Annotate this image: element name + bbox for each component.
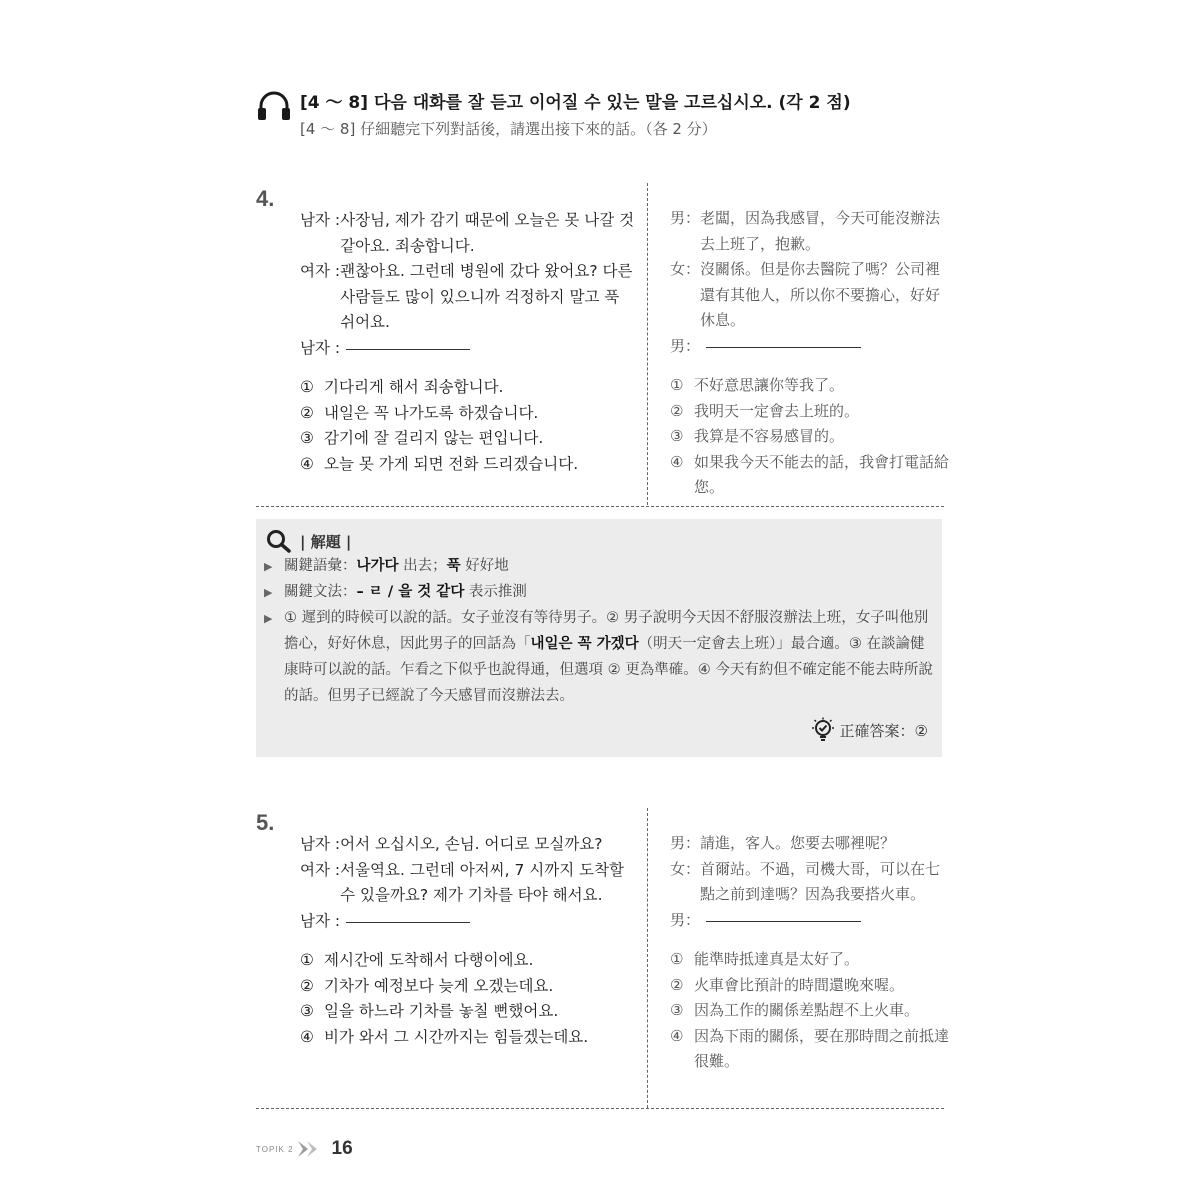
footer-brand: TOPIK 2: [256, 1144, 294, 1154]
dialog-line: [300, 208, 635, 259]
section-divider: [256, 1108, 944, 1109]
choice-number: ④: [670, 1026, 684, 1045]
question-number-4: 4.: [256, 186, 275, 211]
correct-answer: [810, 717, 928, 743]
q4-chinese-column: [670, 206, 950, 501]
choice-option: [670, 373, 950, 399]
analysis-text: ① 遲到的時候可以說的話。女子並沒有等待男子。② 男子說明今天因不舒服沒辦法上班，女子叫他別擔心，好好休息，因此男子的回話為「: [284, 610, 929, 652]
speaker-label: 男：: [670, 910, 701, 929]
choice-option: [670, 998, 950, 1024]
choice-text: 비가 와서 그 시간까지는 힘들겠는데요.: [324, 1027, 589, 1046]
choice-text: 火車會比預計的時間還晚來喔。: [694, 975, 905, 994]
choice-option[interactable]: [300, 974, 635, 1000]
speaker-label: 남자 :: [300, 211, 341, 229]
vocab-def: 好好地: [460, 558, 509, 574]
choice-number: ③: [300, 429, 314, 447]
choice-text: 因為工作的關係差點趕不上火車。: [694, 1001, 920, 1019]
speaker-label: 女：: [670, 859, 701, 878]
magnifier-icon: [266, 529, 294, 553]
dialog-line: [670, 831, 950, 857]
instruction-korean: [4 ～ 8] 다음 대화를 잘 듣고 이어질 수 있는 말을 고르십시오. (각 2 점): [300, 93, 851, 113]
choice-list: [670, 373, 950, 501]
speaker-label: 남자 :: [300, 911, 341, 930]
choice-option[interactable]: [300, 999, 635, 1025]
instruction-chinese: [4 ～ 8] 仔細聽完下列對話後，請選出接下來的話。（各 2 分）: [300, 120, 717, 138]
speaker-label: 女：: [670, 260, 701, 278]
question-number-5: 5.: [256, 810, 275, 835]
choice-text: 我算是不容易感冒的。: [694, 427, 845, 445]
speaker-label: 여자 :: [300, 262, 341, 280]
choice-number: ②: [300, 976, 314, 995]
choice-text: 能準時抵達真是太好了。: [694, 950, 860, 968]
choice-text: 因為下雨的關係，要在那時間之前抵達很難。: [694, 1026, 950, 1070]
dialog-line: [670, 206, 950, 257]
choice-number: ②: [670, 975, 684, 994]
choice-option[interactable]: [300, 426, 635, 452]
explanation-title-text: | 解題 |: [300, 532, 352, 551]
choice-option: [670, 947, 950, 973]
choice-option[interactable]: [300, 375, 635, 401]
explanation-title: [266, 529, 351, 553]
vocab-term: 나가다: [356, 558, 399, 574]
analysis-bold: 내일은 꼭 가겠다: [530, 636, 639, 652]
answer-blank: [706, 334, 861, 348]
choice-number: ③: [670, 1001, 684, 1019]
choice-number: ②: [670, 401, 684, 420]
speech-text: 서울역요. 그런데 아저씨, 7 시까지 도착할 수 있을까요? 제가 기차를 타야 해서요.: [340, 860, 625, 904]
choice-number: ④: [300, 1027, 314, 1046]
column-divider: [647, 808, 648, 1108]
grammar-label: 關鍵文法：: [284, 584, 357, 600]
choice-option: [670, 973, 950, 999]
analysis-text: （明天一定會去上班）」最合適。③ 在談論健康時可以說的話。乍看之下似乎也說得通，但選項 ② 更為準確。④ 今天有約但不確定能不能去時所說的話。但男子已經說了今天感冒而沒辦法去。: [284, 636, 933, 704]
page-number: 16: [331, 1138, 353, 1159]
dialog-line: [670, 257, 950, 334]
answer-blank: [346, 909, 470, 923]
dialog-line: [300, 832, 635, 858]
choice-option: [670, 1024, 950, 1075]
speech-text: 首爾站。不過，司機大哥，可以在七點之前到達嗎？因為我要搭火車。: [700, 859, 941, 903]
dialog-line: [300, 909, 635, 935]
choice-option[interactable]: [300, 401, 635, 427]
choice-list: [300, 375, 635, 477]
column-divider: [647, 183, 648, 505]
speaker-label: 男：: [670, 209, 701, 227]
choice-option[interactable]: [300, 452, 635, 478]
speech-text: 괜찮아요. 그런데 병원에 갔다 왔어요? 다른 사람들도 많이 있으니까 걱정하지 말고 푹 쉬어요.: [340, 262, 633, 331]
answer-blank: [346, 336, 470, 350]
choice-number: ③: [670, 427, 684, 445]
speech-text: 사장님, 제가 감기 때문에 오늘은 못 나갈 것 같아요. 죄송합니다.: [340, 211, 635, 255]
chevron-right-icon: [298, 1141, 320, 1157]
choice-number: ①: [300, 951, 314, 969]
choice-option: [670, 450, 950, 501]
choice-text: 감기에 잘 걸리지 않는 편입니다.: [324, 429, 544, 447]
choice-text: 不好意思讓你等我了。: [694, 376, 845, 394]
choice-number: ②: [300, 403, 314, 422]
speaker-label: 男：: [670, 834, 701, 852]
explanation-box: [256, 519, 942, 757]
analysis-row: [264, 605, 936, 709]
headphones-icon: [256, 90, 292, 122]
choice-option[interactable]: [300, 948, 635, 974]
grammar-def: 表示推測: [464, 584, 527, 600]
vocab-term: 푹: [446, 558, 461, 574]
speech-text: 老闆，因為我感冒，今天可能沒辦法去上班了，抱歉。: [700, 209, 941, 253]
grammar-term: – ㄹ / 을 것 같다: [356, 584, 465, 600]
dialog-line: [670, 334, 950, 360]
answer-blank: [706, 908, 861, 922]
vocab-label: 關鍵語彙：: [284, 558, 357, 574]
choice-option: [670, 424, 950, 450]
bullet-triangle-icon: ▶: [264, 612, 273, 625]
choice-text: 如果我今天不能去的話，我會打電話給您。: [694, 452, 950, 496]
choice-number: ④: [670, 452, 684, 471]
choice-text: 내일은 꼭 나가도록 하겠습니다.: [324, 403, 539, 422]
choice-number: ①: [670, 950, 684, 968]
dialog-line: [670, 908, 950, 934]
choice-text: 일을 하느라 기차를 놓칠 뻔했어요.: [324, 1002, 559, 1020]
page-footer: [256, 1138, 353, 1160]
dialog-line: [300, 858, 635, 909]
q5-korean-column: [300, 832, 635, 1050]
vocab-def: 出去；: [398, 558, 447, 574]
choice-option: [670, 399, 950, 425]
choice-text: 오늘 못 가게 되면 전화 드리겠습니다.: [324, 454, 579, 473]
choice-text: 기다리게 해서 죄송합니다.: [324, 378, 504, 396]
choice-option[interactable]: [300, 1025, 635, 1051]
speaker-label: 男：: [670, 336, 701, 355]
grammar-row: [264, 579, 936, 606]
choice-number: ①: [670, 376, 684, 394]
dialog-line: [670, 857, 950, 908]
speech-text: 沒關係。但是你去醫院了嗎？公司裡還有其他人，所以你不要擔心，好好休息。: [700, 260, 941, 329]
choice-text: 我明天一定會去上班的。: [694, 401, 860, 420]
choice-text: 기차가 예정보다 늦게 오겠는데요.: [324, 976, 554, 995]
speech-text: 어서 오십시오, 손님. 어디로 모실까요?: [340, 835, 603, 853]
q4-korean-column: [300, 208, 635, 477]
bullet-triangle-icon: ▶: [264, 560, 273, 573]
dialog-line: [300, 259, 635, 336]
speaker-label: 남자 :: [300, 338, 341, 357]
choice-number: ④: [300, 454, 314, 473]
choice-number: ③: [300, 1002, 314, 1020]
choice-list: [670, 947, 950, 1075]
section-divider: [256, 506, 944, 507]
choice-number: ①: [300, 378, 314, 396]
answer-text: 正確答案：②: [839, 721, 928, 740]
choice-list: [300, 948, 635, 1050]
speech-text: 請進，客人。您要去哪裡呢？: [700, 834, 896, 852]
choice-text: 제시간에 도착해서 다행이에요.: [324, 951, 534, 969]
vocab-row: [264, 553, 936, 580]
speaker-label: 남자 :: [300, 835, 341, 853]
bullet-triangle-icon: ▶: [264, 586, 273, 599]
dialog-line: [300, 336, 635, 362]
q5-chinese-column: [670, 831, 950, 1075]
lightbulb-check-icon: [810, 717, 836, 743]
speaker-label: 여자 :: [300, 860, 341, 879]
